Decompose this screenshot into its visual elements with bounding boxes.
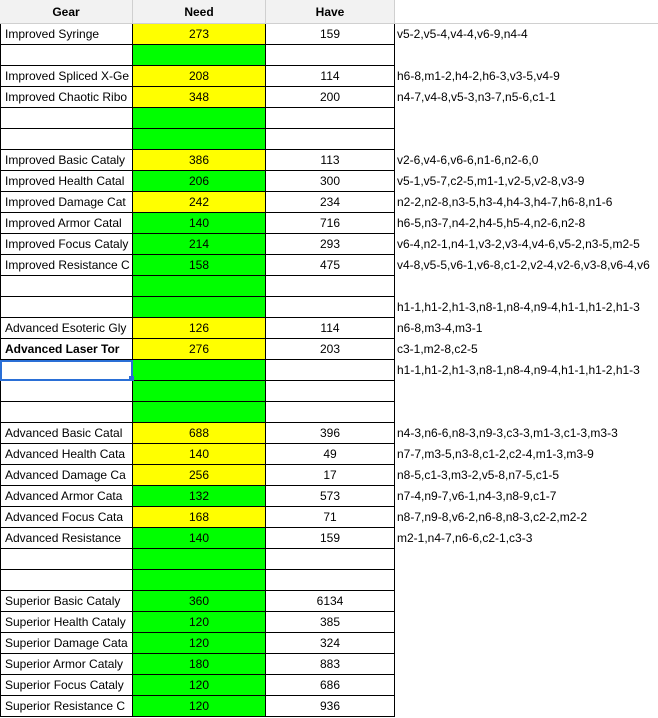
cell-have[interactable]: 324 [266,633,395,654]
cell-notes[interactable]: n7-4,n9-7,v6-1,n4-3,n8-9,c1-7 [397,489,557,503]
table-row [0,297,658,318]
cell-have[interactable]: 159 [266,24,395,45]
cell-gear[interactable]: Advanced Damage Ca [0,465,133,486]
table-row [0,255,658,276]
cell-gear[interactable] [0,276,133,297]
cell-have[interactable] [266,297,395,318]
cell-need[interactable]: 688 [133,423,266,444]
cell-gear[interactable]: Advanced Health Cata [0,444,133,465]
cell-need[interactable]: 140 [133,213,266,234]
cell-have[interactable]: 475 [266,255,395,276]
table-row [0,213,658,234]
cell-need[interactable]: 120 [133,612,266,633]
cell-notes[interactable]: n2-2,n2-8,n3-5,h3-4,h4-3,h4-7,h6-8,n1-6 [397,195,613,209]
cell-need[interactable] [133,402,266,423]
table-row [0,633,658,654]
cell-notes[interactable]: n7-7,m3-5,n3-8,c1-2,c2-4,m1-3,m3-9 [397,447,594,461]
cell-need[interactable]: 386 [133,150,266,171]
table-row [0,45,658,66]
cell-notes[interactable] [395,675,658,696]
cell-gear[interactable]: Advanced Basic Catal [0,423,133,444]
cell-notes[interactable] [395,276,658,297]
table-row [0,192,658,213]
cell-gear[interactable] [0,549,133,570]
header-notes[interactable] [395,0,658,24]
cell-gear[interactable]: Superior Health Cataly [0,612,133,633]
cell-notes[interactable] [395,108,658,129]
cell-gear[interactable]: Improved Chaotic Ribo [0,87,133,108]
table-row [0,360,658,381]
cell-notes[interactable]: v4-8,v5-5,v6-1,v6-8,c1-2,v2-4,v2-6,v3-8,v6-4,v6 [397,258,650,272]
cell-gear[interactable] [0,297,133,318]
cell-have[interactable]: 883 [266,654,395,675]
cell-have[interactable]: 293 [266,234,395,255]
cell-gear[interactable]: Improved Basic Cataly [0,150,133,171]
cell-have[interactable] [266,570,395,591]
cell-need[interactable]: 348 [133,87,266,108]
cell-gear[interactable] [0,570,133,591]
cell-notes[interactable] [395,633,658,654]
cell-need[interactable]: 276 [133,339,266,360]
cell-need[interactable]: 126 [133,318,266,339]
cell-notes[interactable] [395,129,658,150]
cell-have[interactable]: 17 [266,465,395,486]
cell-notes[interactable] [395,381,658,402]
cell-need[interactable] [133,129,266,150]
cell-have[interactable] [266,45,395,66]
cell-gear[interactable]: Advanced Armor Cata [0,486,133,507]
table-row [0,591,658,612]
cell-notes[interactable] [395,696,658,717]
cell-have[interactable] [266,381,395,402]
cell-have[interactable]: 49 [266,444,395,465]
cell-have[interactable]: 716 [266,213,395,234]
cell-have[interactable]: 114 [266,318,395,339]
cell-need[interactable] [133,549,266,570]
table-row [0,570,658,591]
header-need[interactable]: Need [133,0,266,24]
cell-gear[interactable]: Superior Focus Cataly [0,675,133,696]
cell-have[interactable]: 686 [266,675,395,696]
cell-need[interactable]: 208 [133,66,266,87]
table-row [0,381,658,402]
cell-notes[interactable] [395,570,658,591]
table-row [0,24,658,45]
cell-gear[interactable]: Improved Resistance C [0,255,133,276]
cell-gear[interactable]: Superior Damage Cata [0,633,133,654]
cell-gear[interactable]: Improved Health Catal [0,171,133,192]
cell-notes[interactable]: v2-6,v4-6,v6-6,n1-6,n2-6,0 [397,153,539,167]
table-row [0,108,658,129]
table-row [0,423,658,444]
cell-have[interactable]: 159 [266,528,395,549]
table-row [0,318,658,339]
table-row [0,234,658,255]
cell-have[interactable]: 114 [266,66,395,87]
cell-notes[interactable]: v5-1,v5-7,c2-5,m1-1,v2-5,v2-8,v3-9 [397,174,585,188]
cell-need[interactable]: 206 [133,171,266,192]
cell-gear[interactable]: Advanced Esoteric Gly [0,318,133,339]
table-row [0,675,658,696]
cell-have[interactable]: 200 [266,87,395,108]
table-row [0,612,658,633]
table-row [0,654,658,675]
cell-gear[interactable] [0,381,133,402]
table-row [0,276,658,297]
cell-notes[interactable] [395,45,658,66]
cell-have[interactable] [266,276,395,297]
table-row [0,171,658,192]
cell-need[interactable]: 132 [133,486,266,507]
cell-notes[interactable] [395,549,658,570]
cell-notes[interactable]: h1-1,h1-2,h1-3,n8-1,n8-4,n9-4,h1-1,h1-2,h1-3 [397,300,640,314]
cell-notes[interactable]: n4-3,n6-6,n8-3,n9-3,c3-3,m1-3,c1-3,m3-3 [397,426,618,440]
cell-have[interactable]: 113 [266,150,395,171]
cell-notes[interactable]: v5-2,v5-4,v4-4,v6-9,n4-4 [397,27,528,41]
cell-notes[interactable]: n6-8,m3-4,m3-1 [397,321,483,335]
table-row [0,66,658,87]
cell-have[interactable]: 300 [266,171,395,192]
cell-gear[interactable]: Advanced Focus Cata [0,507,133,528]
cell-gear[interactable]: Improved Armor Catal [0,213,133,234]
table-row [0,528,658,549]
cell-notes[interactable]: n4-7,v4-8,v5-3,n3-7,n5-6,c1-1 [397,90,556,104]
table-row [0,696,658,717]
cell-need[interactable] [133,276,266,297]
table-row [0,129,658,150]
table-row [0,486,658,507]
cell-notes[interactable] [395,654,658,675]
table-row [0,465,658,486]
cell-need[interactable]: 120 [133,675,266,696]
cell-gear[interactable]: Advanced Laser Tor [0,339,133,360]
cell-have[interactable]: 385 [266,612,395,633]
cell-need[interactable] [133,297,266,318]
cell-notes[interactable] [395,591,658,612]
cell-need[interactable] [133,45,266,66]
cell-have[interactable]: 203 [266,339,395,360]
table-row [0,444,658,465]
cell-notes[interactable]: h1-1,h1-2,h1-3,n8-1,n8-4,n9-4,h1-1,h1-2,h1-3 [397,363,640,377]
table-row [0,150,658,171]
table-row [0,549,658,570]
cell-notes[interactable]: n8-7,n9-8,v6-2,n6-8,n8-3,c2-2,m2-2 [397,510,588,524]
cell-notes[interactable]: c3-1,m2-8,c2-5 [397,342,478,356]
cell-have[interactable] [266,360,395,381]
table-row [0,339,658,360]
table-row [0,402,658,423]
cell-gear[interactable]: Superior Resistance C [0,696,133,717]
cell-need[interactable]: 180 [133,654,266,675]
cell-have[interactable] [266,108,395,129]
cell-need[interactable]: 273 [133,24,266,45]
cell-need[interactable]: 256 [133,465,266,486]
cell-have[interactable]: 6134 [266,591,395,612]
cell-gear[interactable] [0,108,133,129]
cell-have[interactable] [266,402,395,423]
cell-notes[interactable]: v6-4,n2-1,n4-1,v3-2,v3-4,v4-6,v5-2,n3-5,m2-5 [397,237,640,251]
cell-notes[interactable]: h6-5,n3-7,n4-2,h4-5,h5-4,n2-6,n2-8 [397,216,586,230]
cell-have[interactable]: 396 [266,423,395,444]
cell-gear[interactable]: Superior Basic Cataly [0,591,133,612]
cell-have[interactable] [266,549,395,570]
cell-gear[interactable]: Improved Damage Cat [0,192,133,213]
cell-need[interactable]: 168 [133,507,266,528]
table-row [0,507,658,528]
cell-need[interactable] [133,570,266,591]
table-row [0,87,658,108]
cell-have[interactable]: 71 [266,507,395,528]
cell-have[interactable]: 234 [266,192,395,213]
cell-notes[interactable]: h6-8,m1-2,h4-2,h6-3,v3-5,v4-9 [397,69,560,83]
cell-gear[interactable]: Improved Syringe [0,24,133,45]
cell-need[interactable]: 214 [133,234,266,255]
cell-need[interactable]: 140 [133,528,266,549]
cell-need[interactable]: 120 [133,633,266,654]
cell-gear[interactable]: Improved Focus Cataly [0,234,133,255]
cell-notes[interactable] [395,402,658,423]
header-gear[interactable]: Gear [0,0,133,24]
cell-need[interactable] [133,360,266,381]
header-have[interactable]: Have [266,0,395,24]
cell-gear[interactable] [0,360,133,381]
cell-notes[interactable]: m2-1,n4-7,n6-6,c2-1,c3-3 [397,531,533,545]
cell-gear[interactable] [0,45,133,66]
cell-need[interactable]: 360 [133,591,266,612]
cell-need[interactable]: 158 [133,255,266,276]
cell-gear[interactable]: Advanced Resistance [0,528,133,549]
cell-need[interactable] [133,108,266,129]
cell-notes[interactable]: n8-5,c1-3,m3-2,v5-8,n7-5,c1-5 [397,468,560,482]
cell-gear[interactable]: Superior Armor Cataly [0,654,133,675]
cell-have[interactable] [266,129,395,150]
cell-need[interactable]: 140 [133,444,266,465]
cell-notes[interactable] [395,612,658,633]
cell-have[interactable]: 936 [266,696,395,717]
cell-gear[interactable] [0,129,133,150]
cell-need[interactable]: 242 [133,192,266,213]
cell-have[interactable]: 573 [266,486,395,507]
cell-need[interactable] [133,381,266,402]
cell-need[interactable]: 120 [133,696,266,717]
cell-gear[interactable]: Improved Spliced X-Ge [0,66,133,87]
cell-gear[interactable] [0,402,133,423]
